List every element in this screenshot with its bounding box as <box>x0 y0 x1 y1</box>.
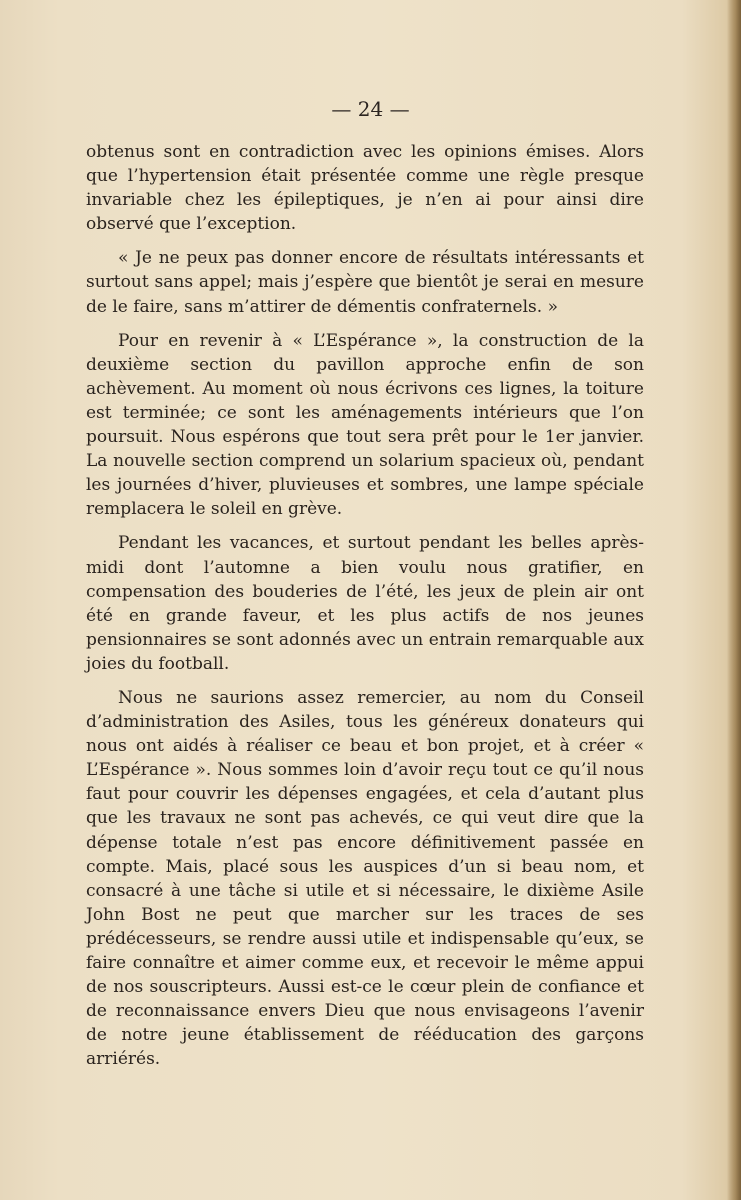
page-edge-shadow <box>727 0 741 1200</box>
paragraph-5: Nous ne saurions assez remercier, au nom du Conseil d’administration des Asiles, tous les généreux donateurs qui nous ont aidés à réaliser ce beau et bon projet, et à créer « L’Espérance ». Nous sommes loin d’avoir reçu tout ce qu’il nous faut pour couvrir les dépenses engagées, et cela d’autant plus que les travaux ne sont pas achevés, ce qui veut dire que la dépense totale n’est pas encore définitivement passée en compte. Mais, placé sous les auspices d’un si beau nom, et consacré à une tâche si utile et si nécessaire, le dixième Asile John Bost ne peut que marcher sur les traces de ses prédécesseurs, se rendre aussi utile et indispensable qu’eux, se faire connaître et aimer comme eux, et recevoir le même appui de nos souscripteurs. Aussi est-ce le cœur plein de confiance et de reconnaissance envers Dieu que nous envisageons l’avenir de notre jeune établissement de rééducation des garçons arriérés. <box>86 687 644 1070</box>
paragraph-3: Pour en revenir à « L’Espérance », la construction de la deuxième section du pavillon approche enfin de son achèvement. Au moment où nous écrivons ces lignes, la toiture est terminée; ce sont les aménagements intérieurs que l’on poursuit. Nous espérons que tout sera prêt pour le 1er janvier. La nouvelle section comprend un solarium spacieux où, pendant les journées d’hiver, pluvieuses et sombres, une lampe spéciale remplacera le soleil en grève. <box>86 330 644 520</box>
paragraph-4: Pendant les vacances, et surtout pendant les belles après-midi dont l’automne a bien voulu nous gratifier, en compensation des bouderies de l’été, les jeux de plein air ont été en grande faveur, et les plus actifs de nos jeunes pensionnaires se sont adonnés avec un entrain remarquable aux joies du football. <box>86 533 644 674</box>
paragraph-1: obtenus sont en contradiction avec les opinions émises. Alors que l’hypertension était présentée comme une règle presque invariable chez les épileptiques, je n’en ai pour ainsi dire observé que l’exception. <box>86 142 644 235</box>
body-text <box>86 140 644 1081</box>
paragraph-2: « Je ne peux pas donner encore de résultats intéressants et surtout sans appel; mais j’espère que bientôt je serai en mesure de le faire, sans m’attirer de démentis confraternels. » <box>86 248 644 317</box>
page-number: — 24 — <box>331 97 410 121</box>
